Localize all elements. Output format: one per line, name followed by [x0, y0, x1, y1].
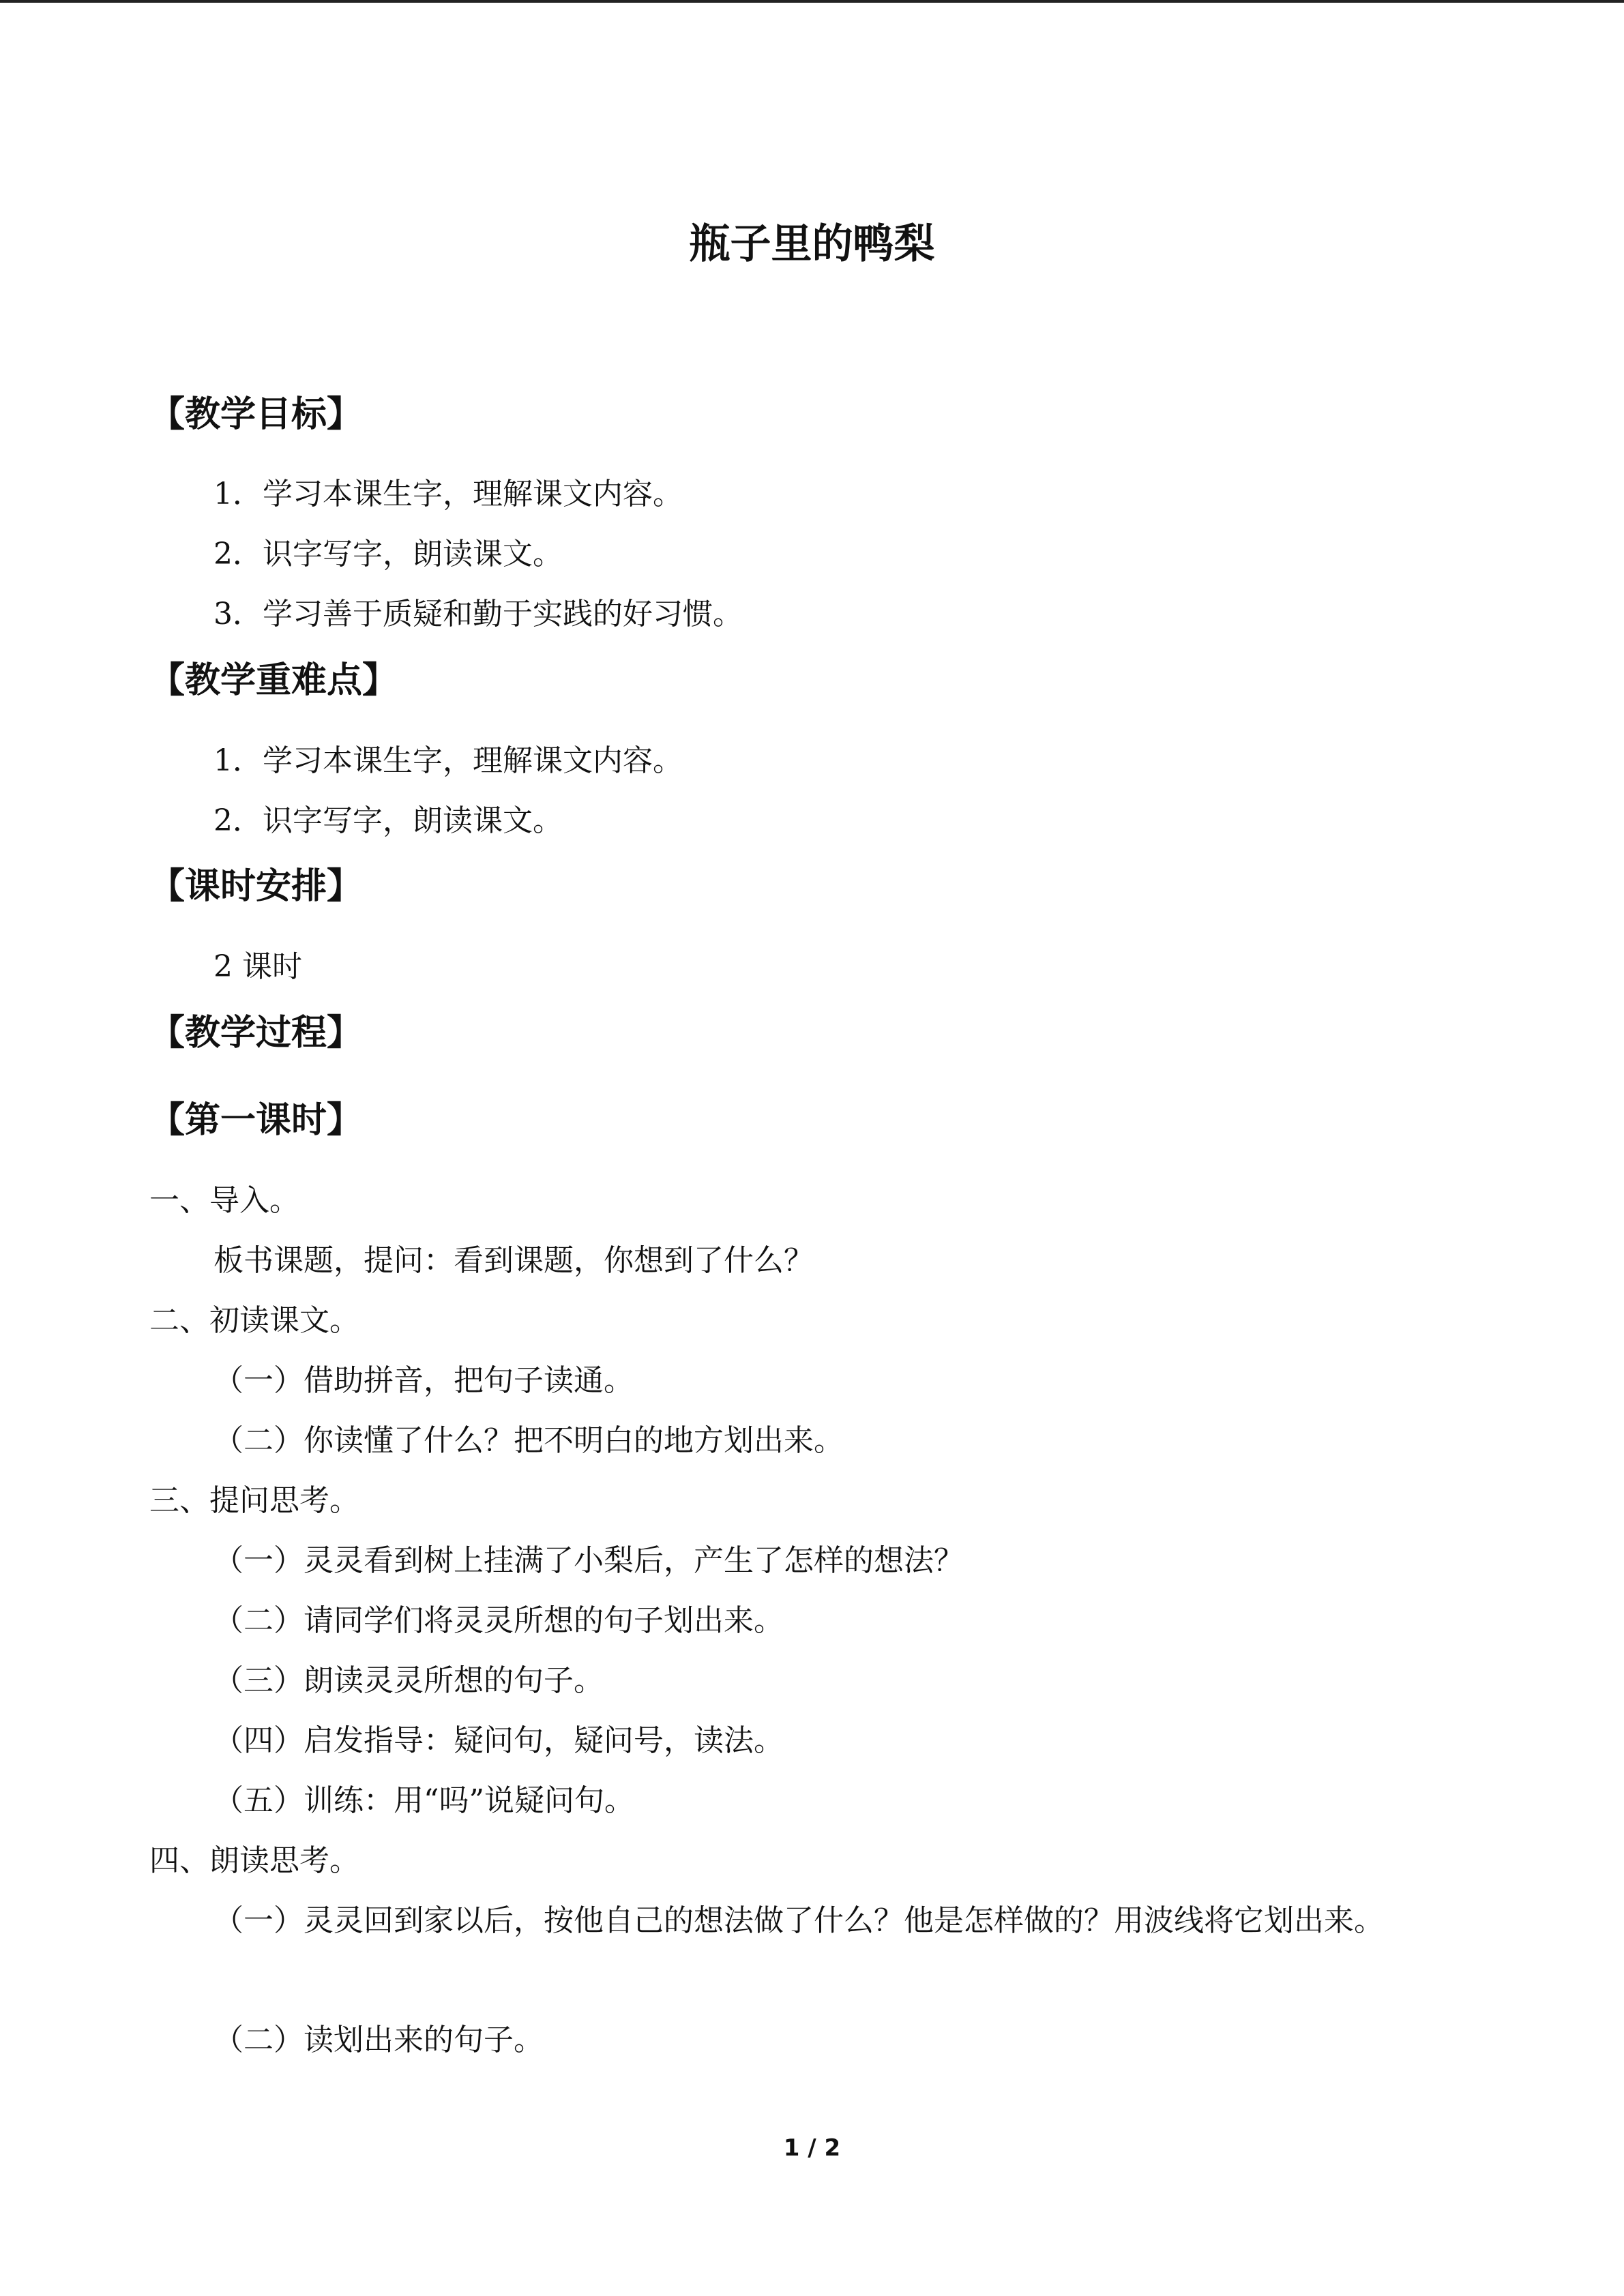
page-number: 1 / 2 [783, 2134, 841, 2162]
step-3-item-2: （二）请同学们将灵灵所想的句子划出来。 [213, 1603, 784, 1638]
step-3-item-3: （三）朗读灵灵所想的句子。 [213, 1663, 604, 1698]
step-1-title: 一、导入。 [149, 1183, 299, 1218]
top-border [0, 0, 1624, 3]
step-3-title: 三、提问思考。 [149, 1483, 359, 1518]
objective-item-2: 2．识字写字，朗读课文。 [213, 537, 563, 571]
objective-item-1: 1．学习本课生字，理解课文内容。 [213, 477, 683, 511]
step-3-item-4: （四）启发指导：疑问句，疑问号，读法。 [213, 1723, 784, 1758]
heading-schedule: 【课时安排】 [149, 866, 363, 907]
heading-key-points: 【教学重难点】 [149, 660, 398, 701]
step-2-item-2: （二）你读懂了什么？把不明白的地方划出来。 [213, 1423, 844, 1458]
key-point-item-2: 2．识字写字，朗读课文。 [213, 803, 563, 838]
heading-lesson-1: 【第一课时】 [149, 1100, 363, 1141]
heading-objectives: 【教学目标】 [149, 394, 363, 435]
step-2-item-1: （一）借助拼音，把句子读通。 [213, 1363, 634, 1398]
objective-item-3: 3．学习善于质疑和勤于实践的好习惯。 [213, 597, 743, 631]
heading-process: 【教学过程】 [149, 1013, 363, 1054]
step-3-item-1: （一）灵灵看到树上挂满了小梨后，产生了怎样的想法？ [213, 1543, 964, 1578]
step-3-item-5: （五）训练：用“吗”说疑问句。 [213, 1783, 634, 1818]
step-1-item-1: 板书课题，提问：看到课题，你想到了什么？ [213, 1243, 814, 1278]
step-2-title: 二、初读课文。 [149, 1303, 359, 1338]
step-4-title: 四、朗读思考。 [149, 1843, 359, 1878]
document-title: 瓶子里的鸭梨 [689, 220, 935, 268]
step-4-item-2: （二）读划出来的句子。 [213, 2023, 544, 2057]
key-point-item-1: 1．学习本课生字，理解课文内容。 [213, 743, 683, 778]
schedule-text: 2 课时 [213, 949, 302, 984]
step-4-item-1: （一）灵灵回到家以后，按他自己的想法做了什么？他是怎样做的？用波线将它划出来。 [213, 1903, 1384, 1938]
